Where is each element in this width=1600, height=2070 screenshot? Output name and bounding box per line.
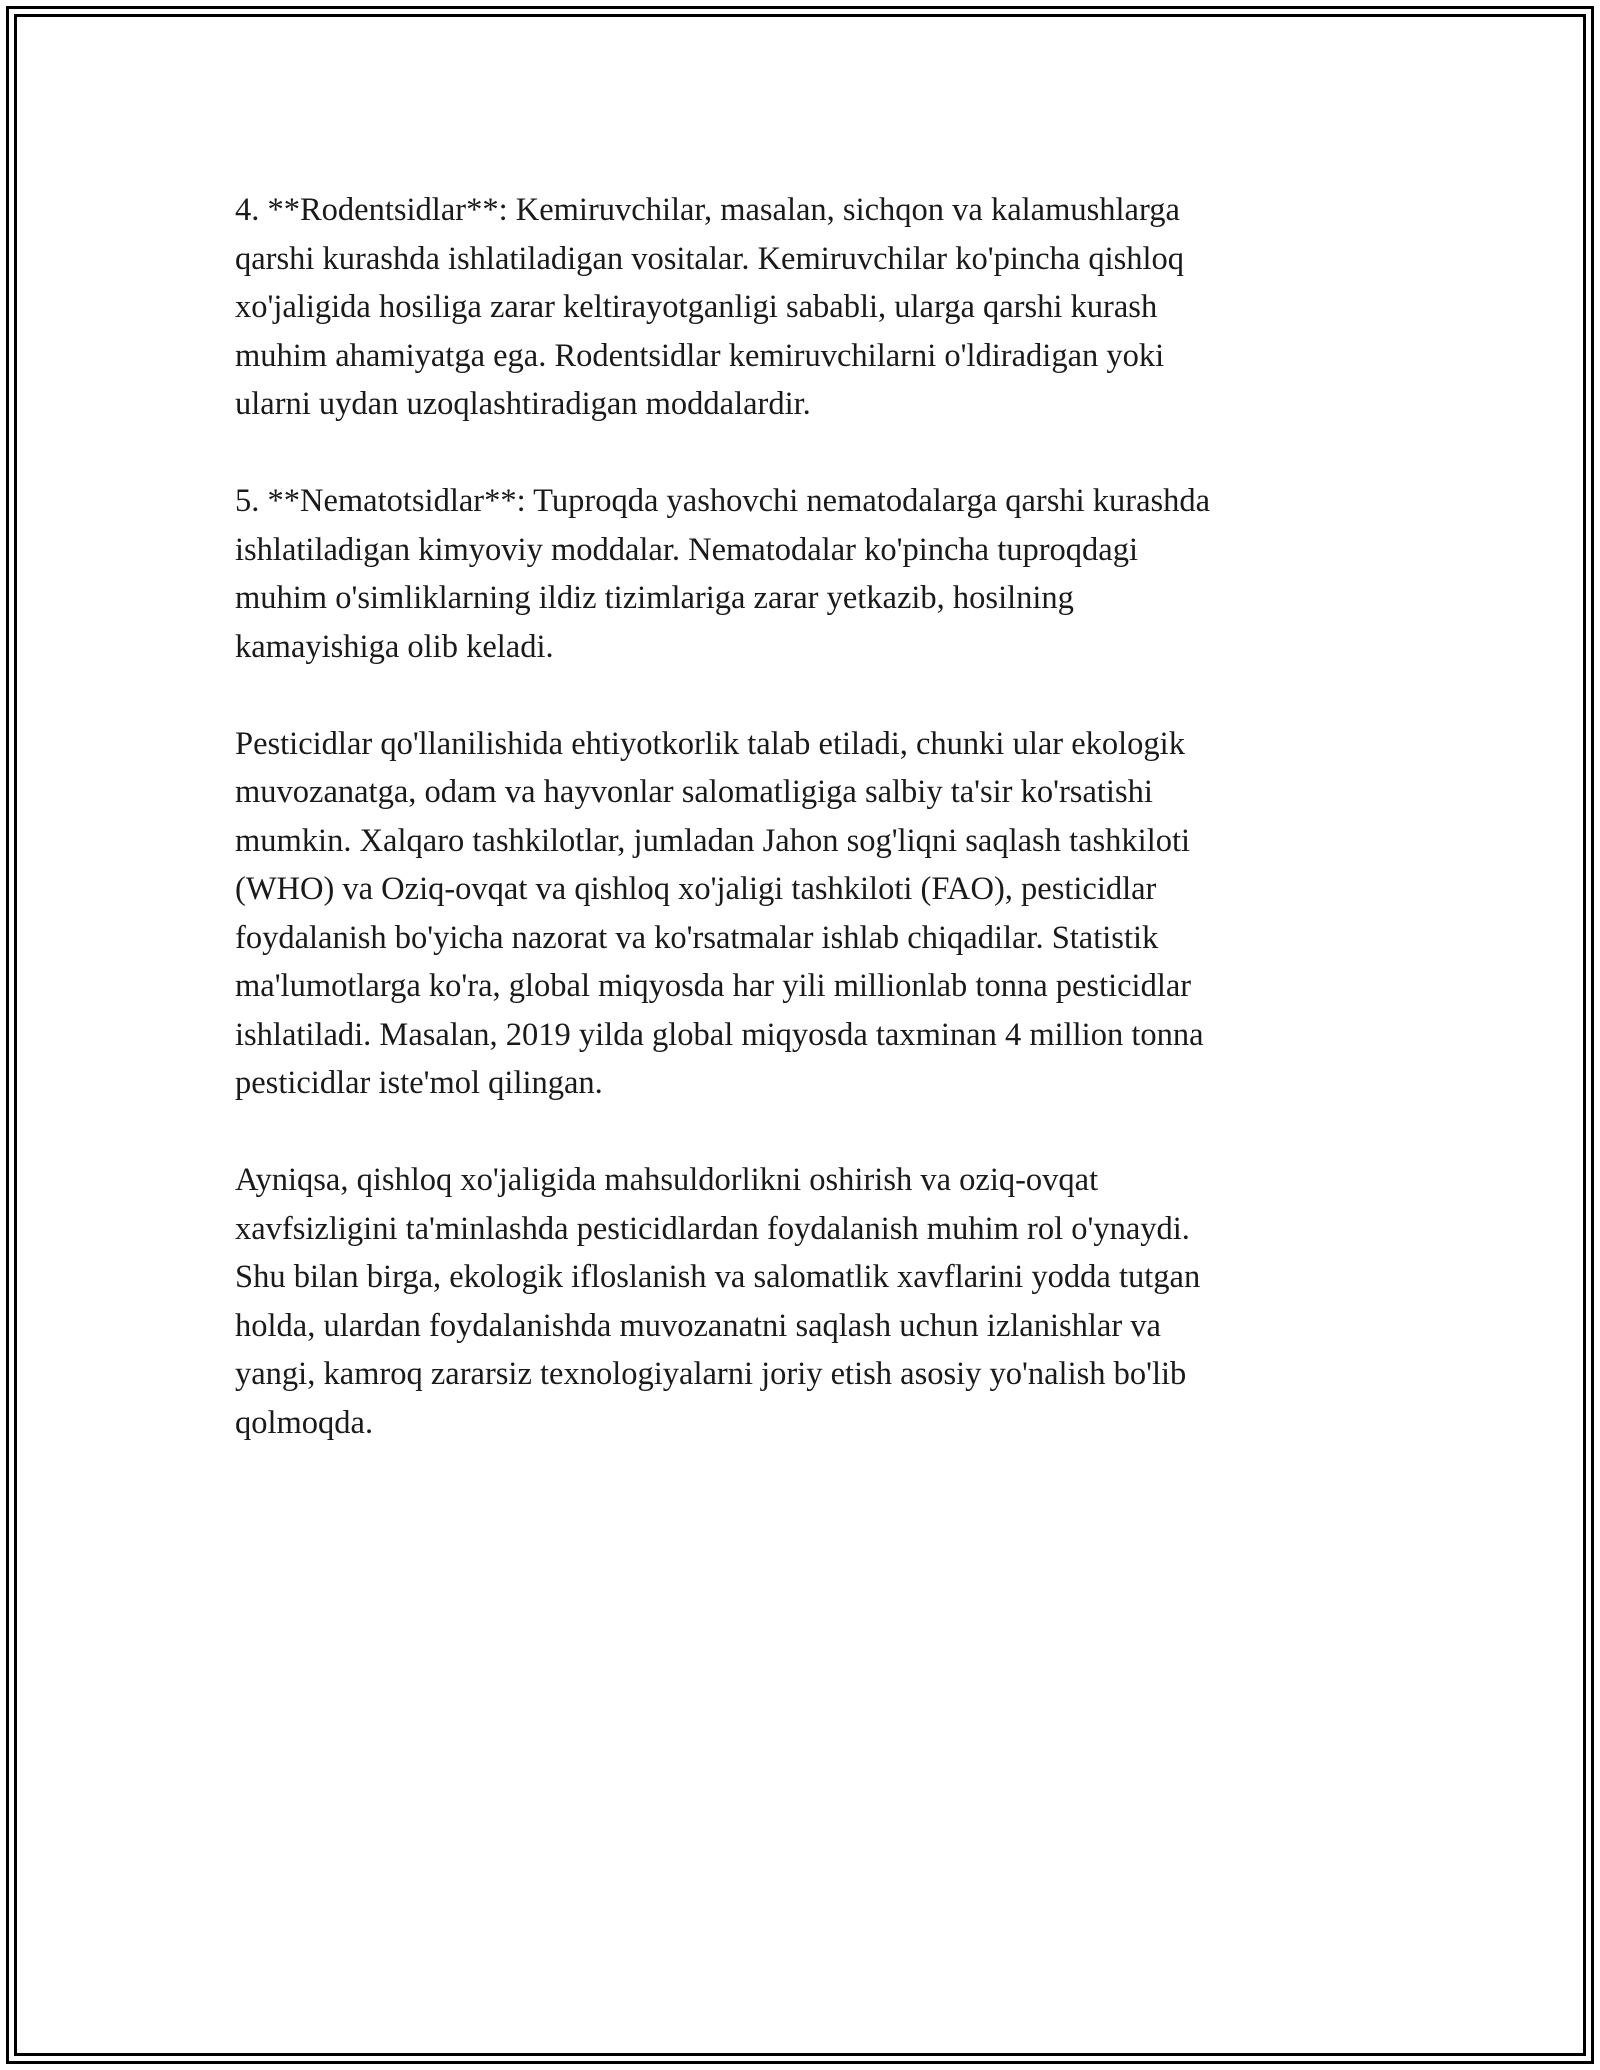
document-body (235, 186, 1375, 1447)
paragraph-nematotsidlar: 5. **Nematotsidlar**: Tuproqda yashovchi nematodalarga qarshi kurashda ishlatiladigan kimyoviy moddalar. Nematodalar ko'pincha tuproqdagi muhim o'simliklarning ildiz tizimlariga zarar yetkazib, hosilning kamayishiga olib keladi. (235, 483, 1211, 665)
paragraph-rodentsidlar: 4. **Rodentsidlar**: Kemiruvchilar, masalan, sichqon va kalamushlarga qarshi kurashda ishlatiladigan vositalar. Kemiruvchilar ko'pincha qishloq xo'jaligida hosiliga zarar keltirayotganligi sababli, ularga qarshi kurash muhim ahamiyatga ega. Rodentsidlar kemiruvchilarni o'ldiradigan yoki ularni uydan uzoqlashtiradigan moddalardir. (235, 192, 1185, 422)
paragraph-pesticidlar-ehtiyotkorlik: Pesticidlar qo'llanilishida ehtiyotkorlik talab etiladi, chunki ular ekologik muvozanatga, odam va hayvonlar salomatligiga salbiy ta'sir ko'rsatishi mumkin. Xalqaro tashkilotlar, jumladan Jahon sog'liqni saqlash tashkiloti (WHO) va Oziq-ovqat va qishloq xo'jaligi tashkiloti (FAO), pesticidlar foydalanish bo'yicha nazorat va ko'rsatmalar ishlab chiqadilar. Statistik ma'lumotlarga ko'ra, global miqyosda har yili millionlab tonna pesticidlar ishlatiladi. Masalan, 2019 yilda global miqyosda taxminan 4 million tonna pesticidlar iste'mol qilingan. (235, 725, 1204, 1101)
paragraph-ayniqsa: Ayniqsa, qishloq xo'jaligida mahsuldorlikni oshirish va oziq-ovqat xavfsizligini ta'minlashda pesticidlardan foydalanish muhim rol o'ynaydi. Shu bilan birga, ekologik ifloslanish va salomatlik xavflarini yodda tutgan holda, ulardan foydalanishda muvozanatni saqlash uchun izlanishlar va yangi, kamroq zararsiz texnologiyalarni joriy etish asosiy yo'nalish bo'lib qolmoqda. (235, 1162, 1201, 1441)
